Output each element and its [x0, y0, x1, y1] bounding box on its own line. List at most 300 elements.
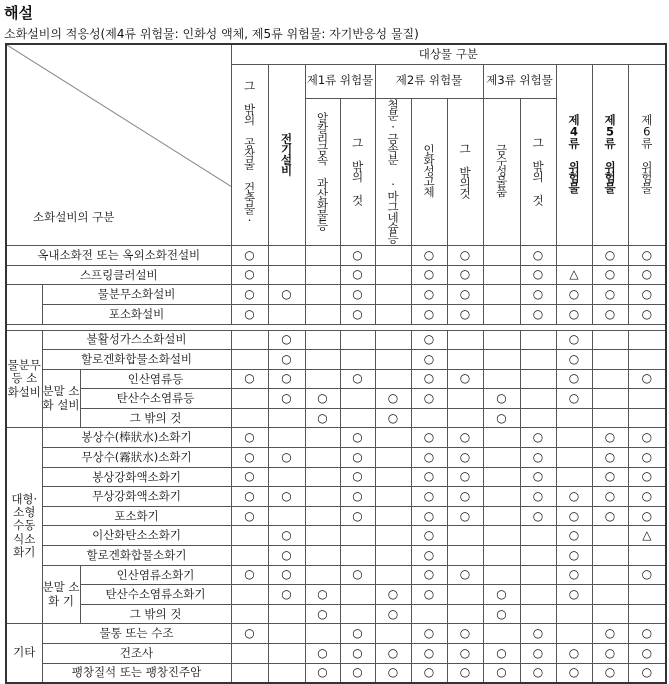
table-cell: ○	[628, 285, 666, 305]
table-cell: ○	[556, 285, 592, 305]
table-cell: ○	[268, 546, 305, 566]
table-cell	[592, 565, 628, 585]
table-cell: ○	[592, 663, 628, 683]
table-cell	[340, 350, 375, 370]
table-cell: ○	[375, 644, 411, 664]
table-cell	[268, 467, 305, 487]
group-other: 기타	[6, 624, 42, 683]
table-cell: ○	[340, 448, 375, 468]
table-cell: ○	[592, 506, 628, 526]
table-cell: ○	[447, 624, 483, 644]
col-class4: 제4류 위험물	[556, 64, 592, 246]
table-cell	[411, 604, 447, 624]
table-cell	[520, 369, 556, 389]
table-cell	[483, 285, 520, 305]
table-cell	[556, 467, 592, 487]
table-cell: ○	[592, 285, 628, 305]
table-cell: ○	[340, 624, 375, 644]
table-cell	[447, 546, 483, 566]
table-cell: ○	[411, 330, 447, 350]
table-cell: ○	[556, 350, 592, 370]
col-group-class2: 제2류 위험물	[375, 64, 483, 98]
table-cell: ○	[592, 304, 628, 324]
table-cell	[520, 604, 556, 624]
table-cell	[520, 389, 556, 409]
table-cell: ○	[340, 506, 375, 526]
table-cell: ○	[447, 428, 483, 448]
table-row	[6, 663, 666, 683]
table-cell	[556, 408, 592, 428]
table-cell	[268, 604, 305, 624]
table-cell	[231, 389, 268, 409]
table-cell: ○	[592, 487, 628, 507]
table-cell	[268, 428, 305, 448]
table-cell: ○	[340, 663, 375, 683]
table-cell: ○	[520, 644, 556, 664]
row-label: 무상강화액소화기	[42, 487, 231, 507]
col-class2-iron: 철분·금속분 ·마그네슘등	[375, 98, 411, 246]
table-cell: ○	[592, 467, 628, 487]
table-cell	[305, 265, 340, 285]
row-label: 그 밖의 것	[80, 408, 231, 428]
table-cell	[231, 585, 268, 605]
table-cell	[340, 330, 375, 350]
table-row	[6, 246, 666, 266]
table-cell: ○	[411, 304, 447, 324]
table-cell: ○	[520, 448, 556, 468]
table-row	[6, 389, 666, 409]
table-cell: ○	[231, 565, 268, 585]
row-label: 팽창질석 또는 팽창진주암	[42, 663, 231, 683]
table-cell	[556, 246, 592, 266]
table-cell	[305, 304, 340, 324]
table-cell	[375, 487, 411, 507]
col-class3-other: 그 밖의 것	[520, 98, 556, 246]
table-row	[6, 546, 666, 566]
corner-label: 소화설비의 구분	[33, 209, 115, 224]
table-cell: ○	[628, 467, 666, 487]
table-cell	[375, 506, 411, 526]
table-cell	[305, 428, 340, 448]
table-cell: ○	[520, 246, 556, 266]
table-row	[6, 330, 666, 350]
col-class2-flammable: 인화성고체	[411, 98, 447, 246]
table-cell: ○	[411, 526, 447, 546]
table-cell	[556, 604, 592, 624]
table-cell	[592, 350, 628, 370]
table-row	[6, 585, 666, 605]
table-cell: ○	[520, 428, 556, 448]
table-cell	[375, 546, 411, 566]
table-cell	[305, 565, 340, 585]
table-cell: ○	[483, 604, 520, 624]
table-cell: ○	[340, 565, 375, 585]
table-cell: ○	[556, 487, 592, 507]
table-cell	[231, 350, 268, 370]
table-cell	[305, 506, 340, 526]
table-cell: ○	[231, 487, 268, 507]
row-label: 탄산수소염류등	[80, 389, 231, 409]
table-cell: ○	[447, 487, 483, 507]
table-row	[6, 526, 666, 546]
table-cell	[268, 644, 305, 664]
table-cell: ○	[411, 428, 447, 448]
group-powder-extinguisher: 분말 소화 기	[42, 565, 80, 624]
row-label: 봉상강화액소화기	[42, 467, 231, 487]
table-cell: ○	[556, 644, 592, 664]
table-cell: ○	[556, 506, 592, 526]
table-cell	[592, 408, 628, 428]
table-cell	[375, 304, 411, 324]
table-cell	[628, 330, 666, 350]
group-powder: 분말 소화 설비	[42, 369, 80, 428]
table-cell: ○	[628, 448, 666, 468]
table-cell	[483, 546, 520, 566]
table-cell: ○	[231, 467, 268, 487]
table-cell: ○	[268, 585, 305, 605]
table-cell: ○	[340, 265, 375, 285]
row-label: 그 밖의 것	[80, 604, 231, 624]
table-cell	[268, 408, 305, 428]
table-cell	[268, 506, 305, 526]
table-cell	[628, 350, 666, 370]
table-cell: ○	[520, 304, 556, 324]
table-cell	[375, 448, 411, 468]
table-cell	[520, 526, 556, 546]
table-cell: ○	[411, 285, 447, 305]
table-row	[6, 428, 666, 448]
col-class1-alkali: 알칼리금속 과산화물등	[305, 98, 340, 246]
table-cell: ○	[447, 304, 483, 324]
table-cell	[592, 330, 628, 350]
table-cell	[592, 389, 628, 409]
table-cell: ○	[411, 389, 447, 409]
table-cell: △	[628, 526, 666, 546]
table-cell: ○	[268, 369, 305, 389]
table-cell: ○	[411, 644, 447, 664]
table-cell: ○	[231, 304, 268, 324]
table-cell: ○	[340, 246, 375, 266]
table-cell: ○	[268, 448, 305, 468]
table-cell	[231, 330, 268, 350]
table-cell: ○	[447, 565, 483, 585]
table-cell: ○	[628, 624, 666, 644]
table-cell	[556, 448, 592, 468]
row-label: 건조사	[42, 644, 231, 664]
table-cell: ○	[592, 644, 628, 664]
col-class6: 제6류 위험물	[628, 64, 666, 246]
table-cell	[520, 565, 556, 585]
table-cell	[483, 526, 520, 546]
table-cell: ○	[628, 265, 666, 285]
table-cell	[520, 585, 556, 605]
table-cell: ○	[447, 663, 483, 683]
row-label: 봉상수(棒狀水)소화기	[42, 428, 231, 448]
row-label: 포소화기	[42, 506, 231, 526]
table-cell	[340, 604, 375, 624]
table-cell: ○	[520, 506, 556, 526]
table-cell: ○	[556, 526, 592, 546]
table-cell: ○	[628, 487, 666, 507]
table-cell: ○	[411, 487, 447, 507]
table-cell: ○	[411, 663, 447, 683]
table-cell	[628, 389, 666, 409]
table-cell	[628, 546, 666, 566]
table-cell	[340, 585, 375, 605]
table-cell: ○	[520, 285, 556, 305]
table-cell: ○	[628, 428, 666, 448]
subtitle: 소화설비의 적응성(제4류 위험물: 인화성 액체, 제5류 위험물: 자기반응성 물질)	[4, 27, 419, 41]
table-cell	[375, 285, 411, 305]
table-cell: ○	[483, 408, 520, 428]
table-cell	[305, 330, 340, 350]
table-cell	[305, 246, 340, 266]
table-cell: ○	[411, 546, 447, 566]
table-cell	[483, 246, 520, 266]
row-label: 할로겐화합물소화기	[42, 546, 231, 566]
table-cell	[447, 350, 483, 370]
table-cell: ○	[447, 506, 483, 526]
table-cell	[447, 526, 483, 546]
table-cell: ○	[447, 265, 483, 285]
table-cell	[628, 585, 666, 605]
table-cell: ○	[628, 644, 666, 664]
table-cell: ○	[447, 467, 483, 487]
table-cell: ○	[231, 506, 268, 526]
table-cell	[231, 408, 268, 428]
table-cell	[592, 526, 628, 546]
table-cell: ○	[520, 467, 556, 487]
table-cell	[483, 467, 520, 487]
table-cell: ○	[305, 585, 340, 605]
col-group-class1: 제1류 위험물	[305, 64, 375, 98]
table-cell	[592, 604, 628, 624]
table-cell	[375, 369, 411, 389]
table-cell: ○	[411, 624, 447, 644]
page-title: 해설	[4, 4, 33, 22]
table-cell	[375, 246, 411, 266]
table-cell	[340, 408, 375, 428]
table-cell	[375, 330, 411, 350]
table-cell: ○	[556, 565, 592, 585]
col-electric: 전기설비	[268, 64, 305, 246]
table-row	[6, 369, 666, 389]
table-cell: ○	[231, 265, 268, 285]
table-cell	[305, 487, 340, 507]
col-class5: 제5류 위험물	[592, 64, 628, 246]
table-cell: ○	[268, 389, 305, 409]
table-cell: ○	[592, 265, 628, 285]
table-row	[6, 644, 666, 664]
row-label: 탄산수소염류소화기	[80, 585, 231, 605]
table-cell: ○	[628, 506, 666, 526]
table-cell: ○	[556, 304, 592, 324]
table-cell	[628, 408, 666, 428]
table-cell	[483, 304, 520, 324]
table-cell	[305, 285, 340, 305]
table-cell	[340, 389, 375, 409]
table-cell	[375, 428, 411, 448]
table-cell: ○	[483, 389, 520, 409]
table-cell	[556, 428, 592, 448]
table-cell	[447, 408, 483, 428]
table-cell	[483, 487, 520, 507]
table-cell: ○	[340, 428, 375, 448]
table-cell	[305, 467, 340, 487]
col-group-class3: 제3류 위험물	[483, 64, 556, 98]
table-cell: ○	[305, 663, 340, 683]
suitability-table	[5, 43, 667, 684]
table-cell: ○	[556, 330, 592, 350]
table-cell: ○	[411, 265, 447, 285]
table-cell: ○	[375, 663, 411, 683]
table-row	[6, 565, 666, 585]
table-cell: ○	[375, 585, 411, 605]
table-cell	[592, 369, 628, 389]
table-cell: ○	[411, 565, 447, 585]
row-label: 불활성가스소화설비	[42, 330, 231, 350]
table-cell: ○	[520, 487, 556, 507]
table-cell	[483, 265, 520, 285]
table-cell: ○	[592, 428, 628, 448]
table-row	[6, 604, 666, 624]
table-cell	[483, 350, 520, 370]
table-cell: ○	[411, 448, 447, 468]
table-cell: ○	[628, 246, 666, 266]
table-cell: ○	[231, 624, 268, 644]
table-cell	[447, 604, 483, 624]
table-cell: ○	[447, 285, 483, 305]
table-cell: ○	[305, 389, 340, 409]
header-corner	[6, 44, 231, 246]
table-cell: △	[556, 265, 592, 285]
row-label: 인산염류소화기	[80, 565, 231, 585]
table-cell	[268, 304, 305, 324]
table-cell	[447, 330, 483, 350]
table-cell: ○	[268, 330, 305, 350]
table-cell	[375, 265, 411, 285]
table-cell	[340, 546, 375, 566]
table-cell	[411, 408, 447, 428]
col-building: 그 밖의 공작물 건축물·	[231, 64, 268, 246]
table-cell: ○	[447, 369, 483, 389]
table-cell: ○	[340, 467, 375, 487]
group-portable: 대형· 소형 수동 식소 화기	[6, 428, 42, 624]
table-row	[6, 506, 666, 526]
row-label: 이산화탄소소화기	[42, 526, 231, 546]
table-cell: ○	[447, 448, 483, 468]
table-cell	[375, 526, 411, 546]
table-row	[6, 487, 666, 507]
table-row	[6, 285, 666, 305]
table-cell	[305, 350, 340, 370]
table-cell: ○	[411, 350, 447, 370]
col-class3-water: 금수성물품	[483, 98, 520, 246]
table-cell: ○	[268, 487, 305, 507]
table-cell	[520, 350, 556, 370]
table-cell: ○	[592, 624, 628, 644]
table-cell	[592, 546, 628, 566]
table-cell	[483, 369, 520, 389]
table-cell	[375, 565, 411, 585]
table-cell: ○	[268, 565, 305, 585]
table-row	[6, 408, 666, 428]
table-cell: ○	[411, 585, 447, 605]
col-class1-other: 그 밖의 것	[340, 98, 375, 246]
table-cell	[483, 428, 520, 448]
table-cell	[340, 526, 375, 546]
table-cell: ○	[340, 304, 375, 324]
table-cell: ○	[592, 448, 628, 468]
table-cell	[305, 546, 340, 566]
table-cell: ○	[268, 526, 305, 546]
table-cell: ○	[268, 350, 305, 370]
row-label: 물통 또는 수조	[42, 624, 231, 644]
table-cell: ○	[411, 246, 447, 266]
table-cell	[231, 546, 268, 566]
table-cell: ○	[483, 585, 520, 605]
table-cell	[231, 604, 268, 624]
blank-group-cell	[6, 285, 42, 324]
table-cell: ○	[340, 487, 375, 507]
table-cell: ○	[628, 663, 666, 683]
table-cell	[231, 644, 268, 664]
row-label: 할로겐화합물소화설비	[42, 350, 231, 370]
table-cell	[483, 330, 520, 350]
table-row	[6, 265, 666, 285]
table-cell	[375, 350, 411, 370]
table-cell	[447, 585, 483, 605]
row-label: 인산염류등	[80, 369, 231, 389]
table-cell: ○	[340, 369, 375, 389]
table-cell	[520, 408, 556, 428]
table-cell: ○	[411, 506, 447, 526]
table-cell	[305, 526, 340, 546]
table-cell	[375, 467, 411, 487]
table-cell	[305, 448, 340, 468]
table-cell: ○	[305, 604, 340, 624]
table-row	[6, 467, 666, 487]
table-cell: ○	[447, 644, 483, 664]
header-target: 대상물 구분	[231, 44, 666, 64]
table-cell: ○	[447, 246, 483, 266]
group-water-spray: 물분무등 소화설비	[6, 330, 42, 428]
table-cell: ○	[556, 369, 592, 389]
table-cell: ○	[231, 448, 268, 468]
table-cell: ○	[268, 285, 305, 305]
table-row	[6, 304, 666, 324]
table-cell: ○	[483, 663, 520, 683]
row-label: 물분무소화설비	[42, 285, 231, 305]
table-cell: ○	[231, 246, 268, 266]
table-cell: ○	[520, 265, 556, 285]
table-cell	[268, 265, 305, 285]
table-cell: ○	[520, 663, 556, 683]
table-cell	[628, 604, 666, 624]
table-cell	[231, 526, 268, 546]
table-cell	[592, 585, 628, 605]
table-cell: ○	[411, 467, 447, 487]
table-cell: ○	[375, 604, 411, 624]
table-cell	[483, 565, 520, 585]
table-cell: ○	[628, 304, 666, 324]
table-cell	[268, 663, 305, 683]
table-cell: ○	[340, 644, 375, 664]
table-cell: ○	[556, 663, 592, 683]
table-cell	[231, 663, 268, 683]
row-label: 스프링클러설비	[6, 265, 231, 285]
table-cell: ○	[305, 644, 340, 664]
